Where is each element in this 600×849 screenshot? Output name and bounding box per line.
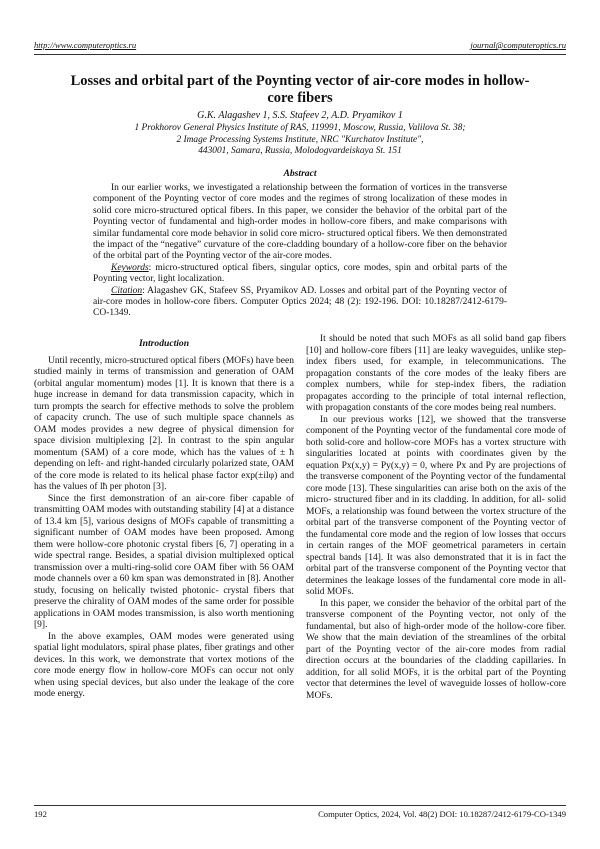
left-column <box>34 338 294 701</box>
right-paragraph-2: In our previous works [12], we showed that the transverse component of the Poynting vector of the fundamental core mode of both solid-core and hollow-core MOFs has a vortex structure with singularities located at points with coordinates given by the equation Px(x,y) = Py(x,y) = 0, where Px and Py are projections of the transverse component of the Poynting vector of the fundamental core mode [13]. These singularities can arise both on the axis of the micro- structured fiber and in its cladding. In addition, for all- solid MOFs, a relationship was found between the vortex structure of the orbital part of the transverse component of the Poynting vector of the fundamental core mode and the region of low losses that occurs in certain ranges of the MOF geometrical parameters in certain spectral bands [14]. It was also demonstrated that it is in fact the orbital part of the transverse component of the Poynting vector that determines the leakage losses of the fundamental core mode in all-solid MOFs. <box>306 414 566 597</box>
affiliation-2: 2 Image Processing Systems Institute, NRC "Kurchatov Institute", <box>176 134 424 145</box>
keywords-label: Keywords <box>111 262 149 273</box>
right-paragraph-3: In this paper, we consider the behavior of the orbital part of the transverse component of the Poynting vector, not only of the fundamental, but also of high-order mode of the hollow-core fiber. We show that the main deviation of the streamlines of the orbital part of the Poynting vector of the air-core modes from radial direction occurs at the boundaries of the cladding capillaries. In addition, for all solid MOFs, it is the orbital part of the Poynting vector that determines the level of waveguide losses of hollow-core MOFs. <box>306 598 566 701</box>
introduction-heading: Introduction <box>138 338 190 349</box>
keywords-text: : micro-structured optical fibers, singular optics, core modes, spin and orbital parts of the Poynting vector, light localization. <box>93 262 507 285</box>
intro-paragraph-1: Until recently, micro-structured optical fibers (MOFs) have been studied mainly in terms of transmission and generation of OAM (orbital angular momentum) modes [1]. It is known that there is a huge increase in demand for data transmission capacity, which in turn prompts the search for effective methods to solve the problem of capacity crunch. The use of such multiple space channels as OAM modes provides a new degree of physical dimension for space division multiplexing [2]. In contrast to the spin angular momentum (SAM) of a core mode, which has the values of ± ħ depending on left- and right-handed circularly polarized state, OAM of the core mode is related to its helical phase factor exp(±ilφ) and has the values of lħ per photon [3]. <box>34 355 294 492</box>
citation-label: Citation <box>111 285 143 296</box>
affiliation-1: 1 Prokhorov General Physics Institute of RAS, 119991, Moscow, Russia, Valilova St. 38; <box>134 123 466 133</box>
abstract-text: In our earlier works, we investigated a relationship between the formation of vortices in the transverse component of the Poynting vector of core modes and the regimes of strong localization of these modes in solid core micro-structured optical fibers. In this paper, we consider the behavior of the orbital part of the Poynting vector of fundamental and high-order modes in hollow-core fibers, and make comparisons with similar fundamental core mode behavior in solid core micro- structured optical fibers. We then demonstrated the impact of the “negative” curvature of the core-cladding boundary of a hollow-core fiber on the behavior of the orbital part of the Poynting vector of the air-core modes. <box>93 183 507 262</box>
abstract-heading: Abstract <box>283 168 317 179</box>
journal-url-link[interactable]: http://www.computeroptics.ru <box>34 40 137 50</box>
journal-info: Computer Optics, 2024, Vol. 48(2) DOI: 10.18287/2412-6179-CO-1349 <box>318 809 566 819</box>
intro-paragraph-3: In the above examples, OAM modes were generated using spatial light modulators, spiral phase plates, fiber gratings and other devices. In this work, we demonstrate that vortex motions of the core mode energy flow in hollow-core MOFs can occur not only when using special devices, but also under the leakage of the core mode energy. <box>34 631 294 699</box>
header-rule <box>34 54 566 55</box>
intro-paragraph-2: Since the first demonstration of an air-core fiber capable of transmitting OAM modes with outstanding stability [4] at a distance of 13.4 km [5], various designs of MOFs capable of transmitting a significant number of OAM modes have been proposed. Among them were hollow-core photonic crystal fibers [6, 7] operating in a wide spectral range. Besides, a spatial division multiplexed optical transmission over a multi-ring-solid core OAM fiber with 56 OAM mode channels over a 60 km span was demonstrated in [8]. Another study, focusing on helically twisted photonic- crystal fibers that preserve the chirality of OAM modes of the same order for possible applications in OAM modes transmission, is also worth mentioning [9]. <box>34 493 294 630</box>
page-number: 192 <box>34 809 47 819</box>
citation <box>93 286 507 320</box>
right-column <box>306 334 566 702</box>
paper-title: Losses and orbital part of the Poynting vector of air-core modes in hollow-core fibers <box>70 73 530 106</box>
affiliations <box>40 123 560 158</box>
abstract-block <box>93 183 507 320</box>
journal-email-link[interactable]: journal@computeroptics.ru <box>470 40 566 50</box>
paper-authors: G.K. Alagashev 1, S.S. Stafeev 2, A.D. Pryamikov 1 <box>197 110 403 121</box>
right-paragraph-1: It should be noted that such MOFs as all solid band gap fibers [10] and hollow-core fibers [11] are leaky waveguides, unlike step-index fibers used, for example, in telecommunications. The propagation constants of the core modes of the leaky fibers are complex numbers, while for step-index fibers, the radiation propagates according to the principle of total internal reflection, with propagation constants of the core modes being real numbers. <box>306 334 566 413</box>
footer-rule <box>34 805 566 806</box>
affiliation-2-address: 443001, Samara, Russia, Molodogvardeiskaya St. 151 <box>198 146 402 156</box>
running-header <box>34 40 566 54</box>
citation-text: : Alagashev GK, Stafeev SS, Pryamikov AD. Losses and orbital part of the Poynting vector of air-core modes in hollow-core fibers. Computer Optics 2024; 48 (2): 192-196. DOI: 10.18287/2412-6179-CO-1349. <box>93 285 507 319</box>
keywords <box>93 263 507 286</box>
